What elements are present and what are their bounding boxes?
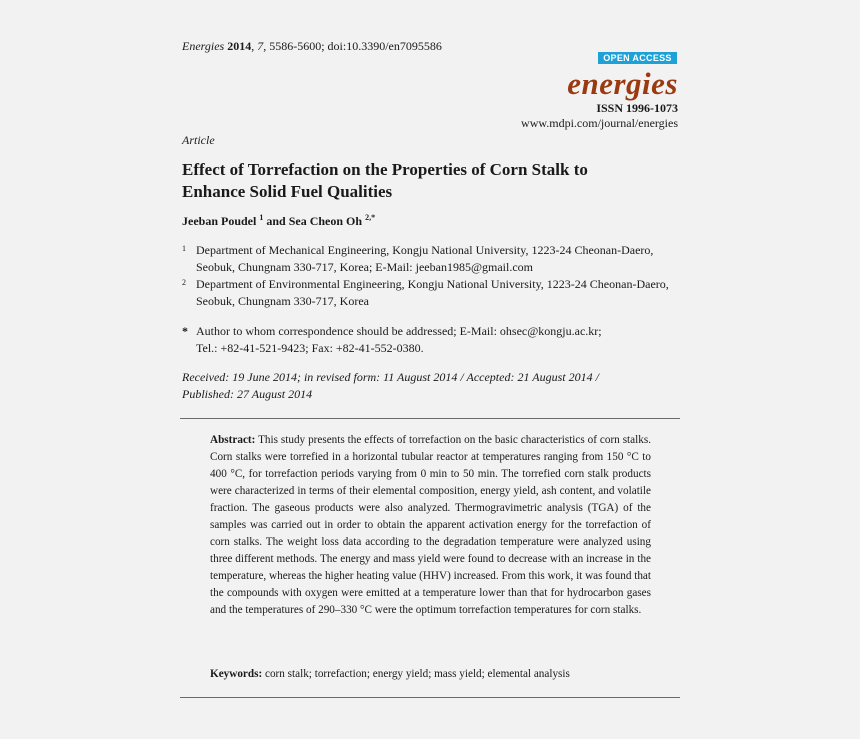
affiliation-text	[196, 276, 696, 310]
article-title-line2: Enhance Solid Fuel Qualities	[182, 182, 393, 201]
publication-dates	[182, 369, 622, 403]
issn: ISSN 1996-1073	[596, 101, 678, 115]
keywords-text: corn stalk; torrefaction; energy yield; mass yield; elemental analysis	[265, 668, 570, 680]
affiliation-line: Seobuk, Chungnam 330-717, Korea	[196, 294, 369, 308]
correspondence-text	[196, 323, 696, 357]
abstract	[210, 432, 651, 619]
keywords-label: Keywords:	[210, 668, 263, 680]
affiliation-line: Department of Environmental Engineering, Kongju National University, 1223-24 Cheonan-Daero,	[196, 277, 669, 291]
correspondence-line: Author to whom correspondence should be addressed; E-Mail: ohsec@kongju.ac.kr;	[196, 324, 602, 338]
affiliation-line: Department of Mechanical Engineering, Kongju National University, 1223-24 Cheonan-Daero,	[196, 243, 654, 257]
journal-volume: 7	[257, 39, 264, 53]
divider	[180, 697, 680, 698]
correspondence-line: Tel.: +82-41-521-9423; Fax: +82-41-552-0380.	[196, 341, 424, 355]
journal-name: Energies	[182, 39, 225, 53]
abstract-text: This study presents the effects of torrefaction on the basic characteristics of corn stalks. Corn stalks were torrefied in a horizontal tubular reactor at temperatures ranging from 150 °C to 400 °C, for torrefaction periods varying from 0 min to 50 min. The torrefied corn stalk products were characterized in terms of their elemental composition, energy yield, ash content, and volatile fraction. The gaseous products were also analyzed. Thermogravimetric analysis (TGA) of the samples was carried out in order to obtain the apparent activation energy for the torrefaction of corn stalks. The weight loss data according to the degradation temperature were analyzed using three different methods. The energy and mass yield were found to decrease with an increase in the temperature, whereas the higher heating value (HHV) increased. From this work, it was found that the compounds with oxygen were emitted at a temperature lower than that for hydrocarbon gases and the temperatures of 290–330 °C were the optimum torrefaction temperatures for corn stalks.	[210, 434, 651, 616]
author-name: Jeeban Poudel	[182, 214, 257, 228]
journal-url[interactable]: www.mdpi.com/journal/energies	[521, 116, 678, 130]
article-title-line1: Effect of Torrefaction on the Properties of Corn Stalk to	[182, 160, 588, 179]
journal-logo: energies	[567, 66, 678, 101]
article-type: Article	[182, 133, 215, 147]
journal-citation: Energies 2014, 7, 5586-5600; doi:10.3390/en7095586	[182, 39, 442, 53]
author-affiliation-mark: 1	[259, 213, 264, 222]
author-affiliation-mark: 2,*	[365, 213, 376, 222]
open-access-badge: OPEN ACCESS	[598, 52, 677, 64]
journal-pages-doi: 5586-5600; doi:10.3390/en7095586	[269, 39, 442, 53]
keywords	[210, 666, 651, 683]
dates-line: Published: 27 August 2014	[182, 387, 313, 401]
divider	[180, 418, 680, 419]
affiliation-line: Seobuk, Chungnam 330-717, Korea; E-Mail: jeeban1985@gmail.com	[196, 260, 533, 274]
author-list	[182, 213, 375, 229]
article-title	[182, 159, 652, 203]
author-conjunction: and	[266, 214, 286, 228]
correspondence-mark: *	[182, 324, 188, 338]
affiliation-number: 2	[182, 278, 186, 287]
abstract-label: Abstract:	[210, 434, 256, 446]
dates-line: Received: 19 June 2014; in revised form: 11 August 2014 / Accepted: 21 August 2014 /	[182, 370, 599, 384]
journal-year: 2014	[227, 39, 252, 53]
affiliation-number: 1	[182, 244, 186, 253]
affiliation-text	[196, 242, 696, 276]
author-name: Sea Cheon Oh	[288, 214, 363, 228]
